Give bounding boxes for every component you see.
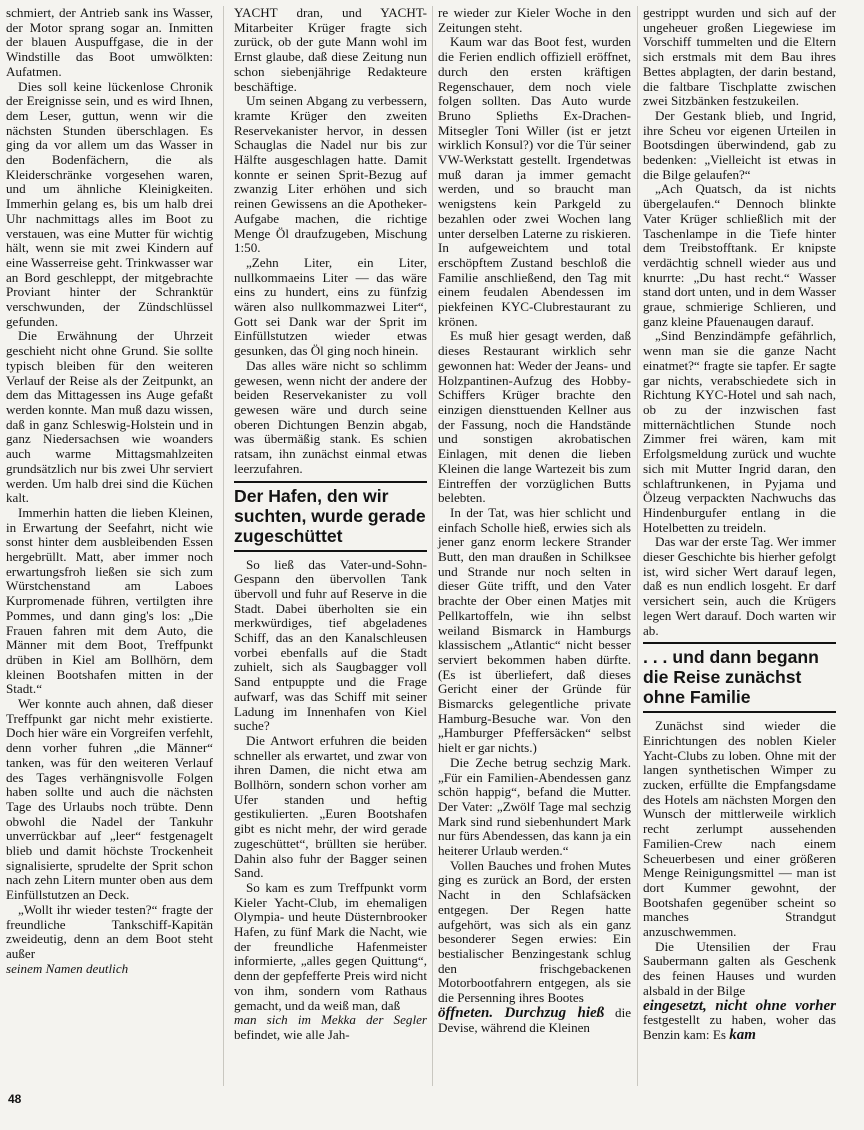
italic-text: öffneten. Durchzug hieß — [438, 1004, 605, 1021]
text: die Devise, während die Kleinen — [438, 1004, 632, 1035]
column-rule — [432, 6, 433, 1086]
paragraph: Es muß hier gesagt werden, daß dieses Restaurant wirklich sehr gewonnen hat: Weder der Jeans- und Holzpantinen-Aufzug des Hobby-Schiffers Krüger brachte den einzigen diensttuenden Kellner aus der Fassung, noch die Handstände und sonstigen akrobatischen Einlagen, mit denen die lieben Kleinen die lange Wartezeit bis zum Eintreffen der vorzüglichen Butts belebten. — [438, 328, 631, 506]
paragraph: So ließ das Vater-und-Sohn-Gespann den übervollen Tank übervoll und fuhr auf Reserve in die Stadt. Dabei überholten sie ein merkwürdiges, tief abgeladenes Schiff, das an den Kanalschleusen vorbei ebenfalls auf die Stadt zuhielt, sich als Saugbagger voll Sand entpuppte und die Frage aufwarf, was das Schiff mit seiner Ladung im Innenhafen von Kiel suche? — [234, 556, 427, 734]
italic-text: kam — [729, 1027, 756, 1043]
paragraph: gestrippt wurden und sich auf der ungeheuer großen Liegewiese im Vorschiff tummelten und die Eltern sich erstmals mit dem Bau ihres Bettes abplagten, der darin bestand, die faltbare Tischplatte zwischen zwei Sitzbänken festzukeilen. — [643, 5, 836, 109]
paragraph: Um seinen Abgang zu verbessern, kramte Krüger den zweiten Reservekanister hervor, in dessen Schauglas die Nadel nur bis zur Hälfte ausgeschlagen hatte. Damit konnte er seinen Sprit-Bezug auf zwanzig Liter erhöhen und sich reinen Gewissens an die Apotheker-Aufgabe machen, die richtige Menge Öl draufzugeben, Mischung 1:50. — [234, 93, 427, 256]
headline-line: . . . und dann begann — [643, 647, 819, 668]
headline-line: Der Hafen, den wir — [234, 485, 389, 506]
italic-text: man sich im Mekka der Segler — [234, 1012, 427, 1028]
article-column-2 — [234, 6, 427, 1043]
article-column-3 — [438, 6, 631, 1035]
paragraph: Das alles wäre nicht so schlimm gewesen, wenn nicht der andere der beiden Reservekanister zu voll gewesen wäre und durch seine oberen Dichtungen Benzin abgab, was übermäßig stank. Es schien ratsam, ihn zunächst einmal etwas leerzufahren. — [234, 357, 427, 476]
headline-line: die Reise zunächst — [643, 667, 802, 688]
section-headline — [643, 642, 836, 713]
paragraph-tail — [6, 962, 213, 977]
paragraph: Kaum war das Boot fest, wurden die Ferien endlich offiziell eröffnet, durch den ersten kräftigen Regenschauer, dem noch viele folgen sollten. Das Auto wurde Bruno Splieths Ex-Drachen-Mitsegler Toni Willer (ist er jetzt wirklich Konsul?) vor die Tür seiner VW-Werkstatt gestellt. Irgendetwas muß daran ja immer gemacht werden, und so braucht man wenigstens kein Parkgeld zu bezahlen oder zwei Wochen lang unter derselben Laterne zu riskieren. In aufgeweichtem und total erschöpftem Zustand beschloß die Familie anschließend, den Tag mit einem feudalen Abendessen im piekfeinen KYC-Clubrestaurant zu krönen. — [438, 34, 631, 329]
paragraph: re wieder zur Kieler Woche in den Zeitungen steht. — [438, 5, 631, 35]
paragraph: Wer konnte auch ahnen, daß dieser Treffpunkt gar nicht mehr existierte. Doch hier wäre ein Vorgreifen verfehlt, denn vorher fuhren „die Männer“ tanken, was für den weiteren Verlauf des Tages verhängnisvolle Folgen haben sollte und auch die nächsten Tage des Urlaubs noch trübte. Denn obwohl die Nadel der Tankuhr unverrückbar auf „leer“ festgenagelt blieb und damit höchste Trockenheit signalisierte, sprudelte der Sprit schon nach zehn Litern munter oben aus dem Einfüllstutzen an Deck. — [6, 696, 213, 903]
article-column-1 — [6, 6, 213, 976]
paragraph-tail — [438, 1006, 631, 1035]
page-number: 48 — [8, 1092, 22, 1106]
paragraph: „Zehn Liter, ein Liter, nullkommaeins Liter — das wäre eins zu hundert, eins zu fünfzig wären also nullkommazwei Liter“, Gott sei Dank war der Sprit im Einfüllstutzen wieder etwas gesunken, das Öl ging noch hinein. — [234, 254, 427, 359]
headline-line: ohne Familie — [643, 687, 751, 708]
paragraph-tail — [234, 1013, 427, 1042]
paragraph: Der Gestank blieb, und Ingrid, ihre Scheu vor eigenen Urteilen in Bootsdingen überwindend, gab zu bedenken: „Vielleicht ist etwas in die Bilge gelaufen?“ — [643, 107, 836, 182]
paragraph: „Wollt ihr wieder testen?“ fragte der freundliche Tankschiff-Kapitän zweideutig, denn an dem Boot steht außer — [6, 901, 213, 961]
column-rule — [637, 6, 638, 1086]
paragraph: In der Tat, was hier schlicht und einfach Scholle hieß, erwies sich als jener ganz enorm leckere Strander Butt, den man draußen in Schilksee und Strande nur noch selten in dieser Güte trifft, und den Vater brachte der Ober einen Matjes mit Pellkartoffeln, wie ihn selbst weiland Bismarck in Hamburgs klassischem „Atlantic“ nicht besser serviert bekommen haben dürfte. (Es ist überliefert, daß dieses Gericht einer der Gründe für Bismarcks gelegentliche private Hamburg-Besuche war. Von den „Hamburger Pfeffersäcken“ selbst hielt er gar nichts.) — [438, 504, 631, 756]
section-headline — [234, 481, 427, 552]
paragraph: Die Erwähnung der Uhrzeit geschieht nicht ohne Grund. Sie sollte typisch bleiben für den weiteren Verlauf der Reise als der Zeitpunkt, an dem das Mittagessen ins Auge gefaßt werden konnte. Man muß dazu wissen, daß in ganz Schleswig-Holstein und in ganz Niedersachsen wie woanders auch warme Mittagsmahlzeiten grundsätzlich nur bis zwei Uhr serviert werden. Um halb drei sind die Küchen kalt. — [6, 328, 213, 506]
paragraph: „Ach Quatsch, da ist nichts übergelaufen.“ Dennoch blinkte Vater Krüger schließlich mit der Taschenlampe in die Tiefe hinter dem Treibstofftank. Er knipste verdächtig schnell wieder aus und knurrte: „Du hast recht.“ Wasser stand dort unten, und in dem Wasser graue, schmierige Schlieren, und ganz kleine Pfauenaugen darauf. — [643, 181, 836, 329]
paragraph: YACHT dran, und YACHT-Mitarbeiter Krüger fragte sich zurück, ob der gute Mann wohl im Ernst glaube, daß diese Zeitung nun schon siebenjährige Redakteure beschäftige. — [234, 5, 427, 94]
italic-text: eingesetzt, nicht ohne vorher — [643, 997, 836, 1014]
text: befindet, wie alle Jah- — [234, 1027, 350, 1042]
paragraph: Dies soll keine lückenlose Chronik der Ereignisse sein, und es wird Ihnen, dem Leser, guttun, wenn wir die nächsten Stunden überschlagen. Es ging da vor allem um das Wasser in den Bodenfächern, die als Kleiderschränke vorgesehen waren, und um ähnliche Kleinigkeiten. Immerhin gelang es, bis um halb drei Uhr nachmittags alles im Boot zu verstauen, was eine Mutter für wichtig hält, wenn sie mit zwei Kindern auf eine Wasserreise geht. Trinkwasser war an Bord geschleppt, der mitgebrachte Proviant hinter der Schranktür verschwunden, der Zündschlüssel gefunden. — [6, 78, 213, 329]
paragraph: Die Utensilien der Frau Saubermann galten als Geschenk des feinen Hauses und wurden alsbald in der Bilge — [643, 938, 836, 998]
paragraph: Die Zeche betrug sechzig Mark. „Für ein Familien-Abendessen ganz schön happig“, befand die Mutter. Der Vater: „Zwölf Tage mal sechzig Mark sind rund siebenhundert Mark nur fürs Abendessen, das kann ja ein heiterer Urlaub werden.“ — [438, 754, 631, 859]
headline-line: zugeschüttet — [234, 525, 343, 546]
article-column-4 — [643, 6, 836, 1043]
italic-text: seinem Namen deutlich — [6, 960, 129, 976]
paragraph: Vollen Bauches und frohen Mutes ging es zurück an Bord, der ersten Nacht in den Schlafsäcken entgegen. Der Regen hatte aufgehört, was sich als ein ganz besonderer Segen erwies: Ein bestialischer Benzingestank schlug den frischgebackenen Motorbootfahrern entgegen, als sie die Persenning ihres Bootes — [438, 857, 631, 1006]
column-rule — [223, 6, 224, 1086]
paragraph: Das war der erste Tag. Wer immer dieser Geschichte bis hierher gefolgt ist, wird sicher Wert darauf legen, daß es nun endlich losgeht. Er darf versichert sein, auch die Krügers legen Wert darauf. Doch warten wir ab. — [643, 534, 836, 638]
paragraph: Immerhin hatten die lieben Kleinen, in Erwartung der Seefahrt, nicht wie sonst hinter dem ausbleibenden Essen hergebrüllt. Matt, aber immer noch erwartungsfroh ließen sie sich zum Würstchenstand am Laboes Kurpromenade führen, vertilgten ihre Pommes, und dann ging's los: „Die Frauen fahren mit dem Auto, die Männer mit dem Boot, Treffpunkt drüben in Kiel am Bollhörn, dem kleinen Bootshafen mitten in der Stadt.“ — [6, 504, 213, 697]
paragraph: schmiert, der Antrieb sank ins Wasser, der Motor sprang sogar an. Inmitten der blauen Auspuffgase, die in der Windstille das Boot umwölkten: Aufatmen. — [6, 5, 213, 79]
text: festgestellt zu haben, woher das Benzin kam: Es — [643, 1012, 836, 1042]
paragraph: „Sind Benzindämpfe gefährlich, wenn man sie die ganze Nacht einatmet?“ fragte sie tapfer. Er sagte gar nichts, verabschiedete sich in Richtung KYC-Hotel und sah nach, ob zu der inzwischen fast mitternächtlichen Stunde noch Zimmer frei wären, kam mit Erfolgsmeldung zurück und wuchte sich mit Mutter Ingrid daran, den schlaftrunkenen, in Pyjama und Ölzeug verpackten Nachwuchs das Hindenburgufer entlang in die Hotelbetten zu treideln. — [643, 328, 836, 535]
paragraph: Zunächst sind wieder die Einrichtungen des noblen Kieler Yacht-Clubs zu loben. Ohne mit der langen synthetischen Wimper zu zucken, erfüllte die Empfangsdame des Hotels am nächsten Morgen den Wunsch der mittlerweile wirklich recht zerlumpt aussehenden Familien-Crew nach einem Scheuerbesen und einer größeren Menge Reinigungsmittel — man ist dort Kummer gewohnt, der Bootshafen gegenüber scheint so manches Strandgut anzuschwemmen. — [643, 718, 836, 940]
paragraph-tail — [643, 999, 836, 1043]
paragraph: So kam es zum Treffpunkt vorm Kieler Yacht-Club, im ehemaligen Olympia- und heute Düsternbrooker Hafen, zu fünf Mark die Nacht, wie der freundliche Hafenmeister informierte, „alles gegen Quittung“, denn der gepfefferte Preis wird nicht von ihm, sondern vom Rathaus gemacht, und da weiß man, daß — [234, 879, 427, 1013]
headline-line: suchten, wurde gerade — [234, 505, 426, 526]
paragraph: Die Antwort erfuhren die beiden schneller als erwartet, und zwar von ihren Damen, die nicht etwa am Bollhörn, sondern schon vorher am Ufer standen und heftig gestikulierten. „Euren Bootshafen gibt es nicht mehr, der wird gerade zugeschüttet“, brüllten sie herüber. Dahin also fuhr der Bagger seinen Sand. — [234, 732, 427, 881]
